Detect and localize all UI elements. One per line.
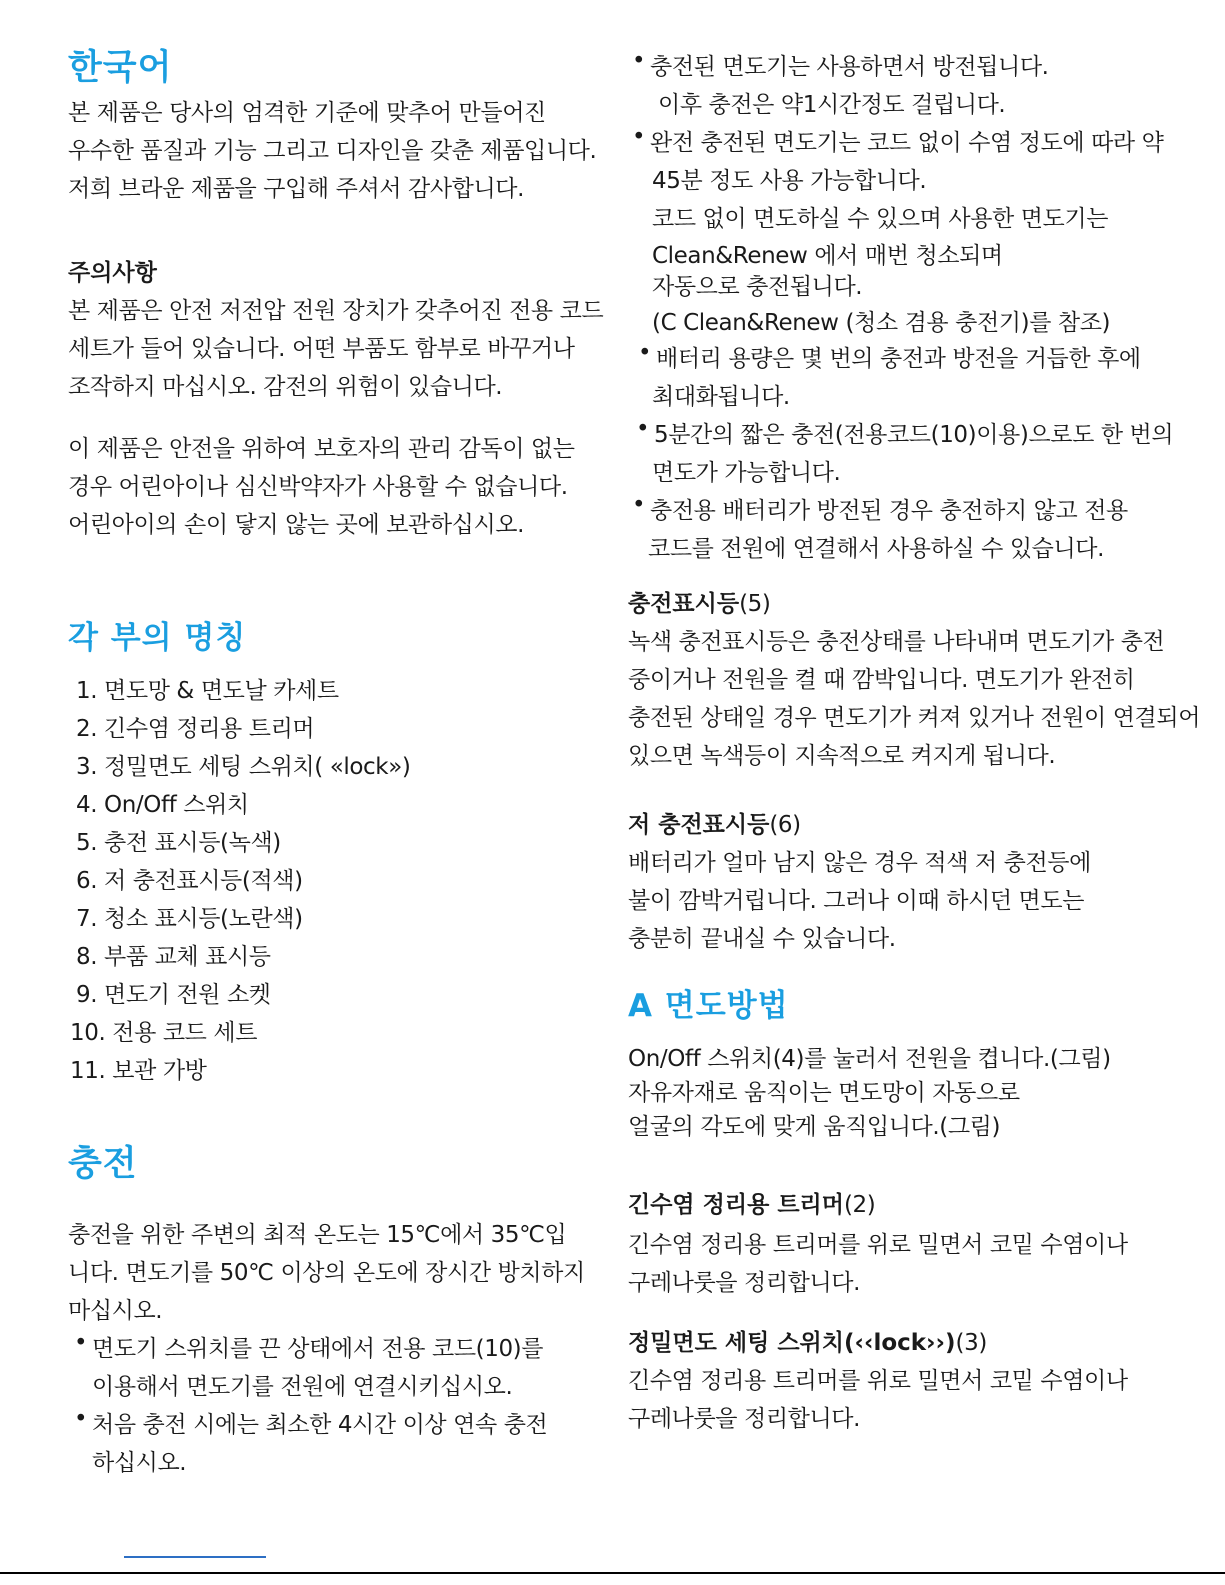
charge-title: 충전: [68, 1144, 138, 1184]
charge-info-bullet: • 배터리 용량은 몇 번의 충전과 방전을 거듭한 후에: [656, 340, 1141, 373]
low-indicator-line: 충분히 끝내실 수 있습니다.: [628, 926, 896, 952]
part-item: 1. 면도망 & 면도날 카세트: [76, 678, 339, 704]
charge-info-cont: 최대화됩니다.: [652, 384, 790, 410]
charge-info-bullet: • 충전용 배터리가 방전된 경우 충전하지 않고 전용: [650, 492, 1128, 525]
low-indicator-heading: 저 충전표시등(6): [628, 812, 801, 838]
part-item: 10. 전용 코드 세트: [70, 1020, 258, 1046]
indicator-line: 중이거나 전원을 켤 때 깜박입니다. 면도기가 완전히: [628, 667, 1135, 693]
charge-info-cont: 이후 충전은 약1시간정도 걸립니다.: [658, 92, 1006, 118]
intro-line: 우수한 품질과 기능 그리고 디자인을 갖춘 제품입니다.: [68, 138, 597, 164]
caution-line: 세트가 들어 있습니다. 어떤 부품도 함부로 바꾸거나: [68, 336, 575, 362]
lock-line: 구레나룻을 정리합니다.: [628, 1406, 861, 1432]
charge-bullet: • 처음 충전 시에는 최소한 4시간 이상 연속 충전: [92, 1406, 547, 1439]
part-item: 8. 부품 교체 표시등: [76, 944, 271, 970]
indicator-heading: 충전표시등(5): [628, 591, 771, 617]
intro-line: 본 제품은 당사의 엄격한 기준에 맞추어 만들어진: [68, 100, 546, 126]
charge-info-cont: 코드를 전원에 연결해서 사용하실 수 있습니다.: [648, 536, 1105, 562]
charge-bullet: • 면도기 스위치를 끈 상태에서 전용 코드(10)를: [92, 1330, 543, 1363]
intro-line: 저희 브라운 제품을 구입해 주셔서 감사합니다.: [68, 176, 525, 202]
indicator-line: 충전된 상태일 경우 면도기가 켜져 있거나 전원이 연결되어: [628, 705, 1201, 731]
charge-info-cont: 면도가 가능합니다.: [652, 460, 841, 486]
charge-line: 니다. 면도기를 50℃ 이상의 온도에 장시간 방치하지: [68, 1260, 585, 1286]
charge-bullet-cont: 이용해서 면도기를 전원에 연결시키십시오.: [92, 1374, 513, 1400]
charge-info-cont: 45분 정도 사용 가능합니다.: [652, 168, 927, 194]
shaving-title: A 면도방법: [628, 988, 789, 1024]
trimmer-heading: 긴수염 정리용 트리머(2): [628, 1192, 876, 1218]
part-item: 7. 청소 표시등(노란색): [76, 906, 303, 932]
caution-line: 이 제품은 안전을 위하여 보호자의 관리 감독이 없는: [68, 436, 575, 462]
part-item: 11. 보관 가방: [70, 1058, 207, 1084]
charge-info-bullet: • 5분간의 짧은 충전(전용코드(10)이용)으로도 한 번의: [654, 416, 1173, 449]
language-title: 한국어: [68, 48, 173, 88]
indicator-line: 있으면 녹색등이 지속적으로 켜지게 됩니다.: [628, 743, 1056, 769]
caution-line: 조작하지 마십시오. 감전의 위험이 있습니다.: [68, 374, 503, 400]
charge-line: 충전을 위한 주변의 최적 온도는 15℃에서 35℃입: [68, 1222, 567, 1248]
part-item: 6. 저 충전표시등(적색): [76, 868, 303, 894]
caution-line: 경우 어린아이나 심신박약자가 사용할 수 없습니다.: [68, 474, 568, 500]
trimmer-line: 긴수염 정리용 트리머를 위로 밀면서 코밑 수염이나: [628, 1232, 1128, 1258]
part-item: 3. 정밀면도 세팅 스위치( «lock»): [76, 754, 411, 780]
caution-heading: 주의사항: [68, 260, 157, 286]
shaving-line: On/Off 스위치(4)를 눌러서 전원을 켭니다.(그림): [628, 1046, 1111, 1072]
caution-line: 본 제품은 안전 저전압 전원 장치가 갖추어진 전용 코드: [68, 298, 604, 324]
lock-heading: 정밀면도 세팅 스위치(‹‹lock››)(3): [628, 1330, 987, 1356]
charge-info-cont: 자동으로 충전됩니다.: [652, 274, 863, 300]
part-item: 5. 충전 표시등(녹색): [76, 830, 281, 856]
charge-info-cont: 코드 없이 면도하실 수 있으며 사용한 면도기는: [652, 206, 1109, 232]
trimmer-line: 구레나룻을 정리합니다.: [628, 1270, 861, 1296]
charge-info-bullet: • 완전 충전된 면도기는 코드 없이 수염 정도에 따라 약: [650, 124, 1163, 157]
charge-bullet-cont: 하십시오.: [92, 1450, 187, 1476]
lock-line: 긴수염 정리용 트리머를 위로 밀면서 코밑 수염이나: [628, 1368, 1128, 1394]
shaving-line: 얼굴의 각도에 맞게 움직입니다.(그림): [628, 1114, 1001, 1140]
parts-title: 각 부의 명칭: [68, 620, 247, 656]
charge-info-bullet: • 충전된 면도기는 사용하면서 방전됩니다.: [650, 48, 1049, 81]
part-item: 9. 면도기 전원 소켓: [76, 982, 271, 1008]
part-item: 4. On/Off 스위치: [76, 792, 249, 818]
low-indicator-line: 배터리가 얼마 남지 않은 경우 적색 저 충전등에: [628, 850, 1091, 876]
charge-line: 마십시오.: [68, 1298, 163, 1324]
footer-accent-line: [124, 1556, 266, 1558]
low-indicator-line: 불이 깜박거립니다. 그러나 이때 하시던 면도는: [628, 888, 1085, 914]
caution-line: 어린아이의 손이 닿지 않는 곳에 보관하십시오.: [68, 512, 525, 538]
shaving-line: 자유자재로 움직이는 면도망이 자동으로: [628, 1080, 1020, 1106]
charge-info-cont: (C Clean&Renew (청소 겸용 충전기)를 참조): [652, 310, 1111, 336]
footer-rule: [0, 1572, 1225, 1574]
part-item: 2. 긴수염 정리용 트리머: [76, 716, 315, 742]
indicator-line: 녹색 충전표시등은 충전상태를 나타내며 면도기가 충전: [628, 629, 1165, 655]
charge-info-cont: Clean&Renew 에서 매번 청소되며: [652, 243, 1003, 269]
